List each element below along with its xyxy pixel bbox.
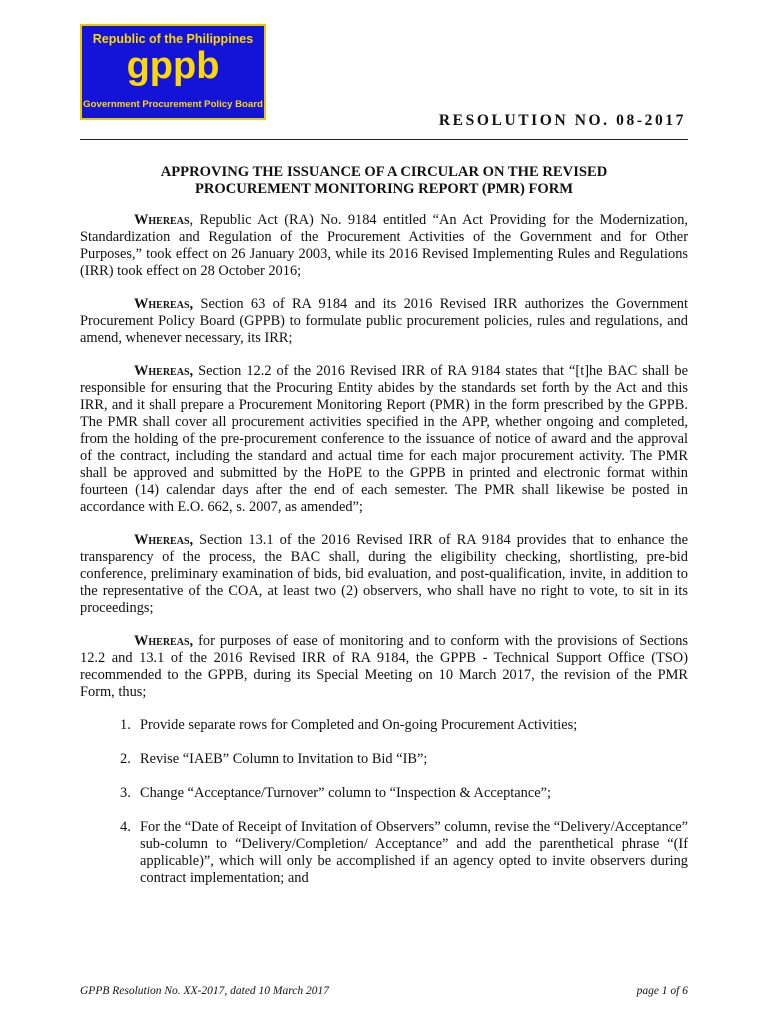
list-item [80,717,688,734]
logo-mark-text: gppb [126,48,220,87]
logo-top-text: Republic of the Philippines [92,32,254,46]
whereas-lead: Whereas, [134,363,194,379]
footer-reference: GPPB Resolution No. XX-2017, dated 10 March 2017 [80,985,330,997]
list-number: 3. [120,785,131,801]
whereas-lead: Whereas [134,212,190,228]
paragraph-text: Section 63 of RA 9184 and its 2016 Revised IRR authorizes the Government Procurement Policy Board (GPPB) to formulate public procurement policies, rules and regulations, and amend, whenever necessary, its IRR; [80,296,688,346]
paragraph-text: Section 13.1 of the 2016 Revised IRR of RA 9184 provides that to enhance the transparency of the process, the BAC shall, during the eligibility checking, shortlisting, pre-bid conference, preliminary examination of bids, bid evaluation, and post-qualification, invite, in addition to the representative of the COA, at least two (2) observers, who shall have no right to vote, to sit in its proceedings; [80,532,688,616]
page-number: page 1 of 6 [636,985,688,997]
list-number: 2. [120,751,131,767]
gppb-logo-mark [120,48,226,97]
whereas-lead: Whereas, [134,296,194,312]
document-title [80,164,688,198]
revision-list [80,717,688,887]
title-line-2: PROCUREMENT MONITORING REPORT (PMR) FORM [194,181,574,197]
whereas-paragraph [80,532,688,617]
list-text: Provide separate rows for Completed and On-going Procurement Activities; [140,717,578,733]
list-text: Change “Acceptance/Turnover” column to “Inspection & Acceptance”; [140,785,552,801]
paragraph-text: Section 12.2 of the 2016 Revised IRR of RA 9184 states that “[t]he BAC shall be responsible for ensuring that the Procuring Entity abides by the standards set forth by the Act and this IRR, and it shall prepare a Procurement Monitoring Report (PMR) in the form prescribed by the GPPB. The PMR shall cover all procurement activities specified in the APP, whether ongoing and completed, from the holding of the pre-procurement conference to the issuance of notice of award and the approval of the contract, including the standard and actual time for each major procurement activity. The PMR shall be approved and submitted by the HoPE to the GPPB in printed and electronic format within fourteen (14) calendar days after the end of each semester. The PMR shall likewise be posted in accordance with E.O. 662, s. 2007, as amended”; [80,363,688,515]
whereas-paragraph [80,363,688,516]
whereas-paragraph [80,296,688,347]
resolution-number: RESOLUTION NO. 08-2017 [438,112,686,129]
list-item [80,785,688,802]
list-text: Revise “IAEB” Column to Invitation to Bid “IB”; [140,751,428,767]
list-item [80,819,688,887]
header-divider [80,139,688,140]
list-text: For the “Date of Receipt of Invitation of Observers” column, revise the “Delivery/Acceptance” sub-column to “Delivery/Completion/ Acceptance” and add the parenthetical phrase “(If applicable)”, which will only be accomplished if an agency opted to invite observers during contract implementation; and [140,819,688,886]
whereas-paragraph [80,633,688,701]
list-number: 1. [120,717,131,733]
title-line-1: APPROVING THE ISSUANCE OF A CIRCULAR ON THE REVISED [160,164,608,180]
paragraph-text: , Republic Act (RA) No. 9184 entitled “An Act Providing for the Modernization, Standardization and Regulation of the Procurement Activities of the Government and for Other Purposes,” took effect on 26 January 2003, while its 2016 Revised Implementing Rules and Regulations (IRR) took effect on 28 October 2016; [80,212,688,279]
paragraph-text: for purposes of ease of monitoring and to conform with the provisions of Sections 12.2 and 13.1 of the 2016 Revised IRR of RA 9184, the GPPB - Technical Support Office (TSO) recommended to the GPPB, during its Special Meeting on 10 March 2017, the revision of the PMR Form, thus; [80,633,688,700]
logo-bottom-text: Government Procurement Policy Board [83,99,263,110]
list-number: 4. [120,819,131,835]
gppb-logo [80,24,266,120]
whereas-paragraph [80,212,688,280]
whereas-lead: Whereas, [134,633,194,649]
whereas-lead: Whereas, [134,532,194,548]
page-footer [80,985,688,997]
list-item [80,751,688,768]
document-body [80,164,688,904]
